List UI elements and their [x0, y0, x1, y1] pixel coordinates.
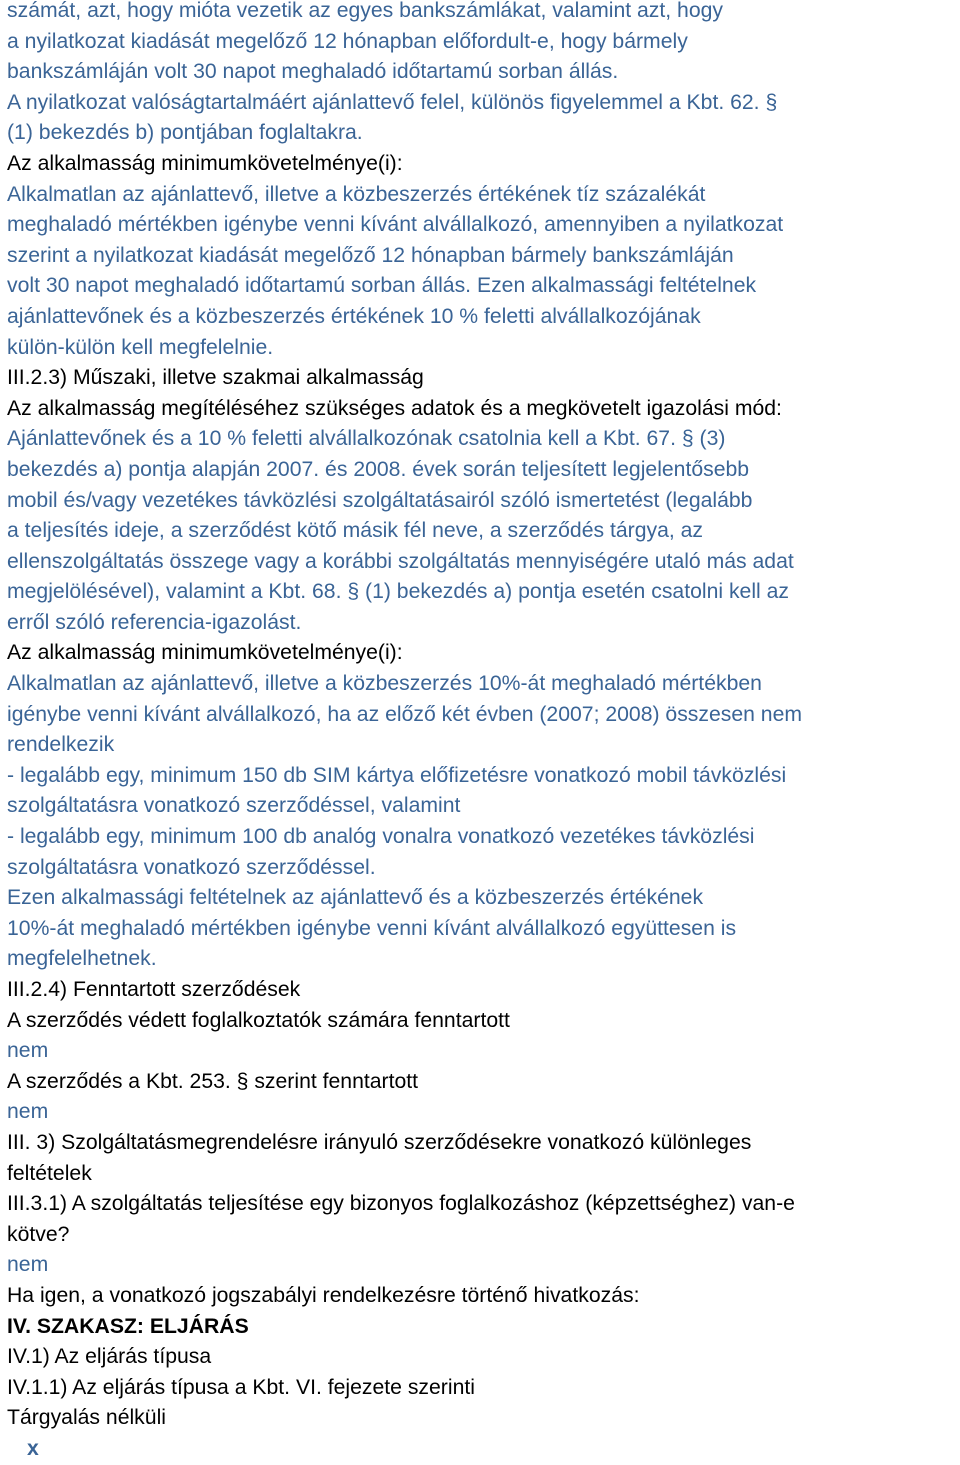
text-line: a teljesítés ideje, a szerződést kötő másik fél neve, a szerződés tárgya, az: [7, 519, 704, 543]
text-line: - legalább egy, minimum 150 db SIM kártya előfizetésre vonatkozó mobil távközlési: [7, 763, 787, 787]
section-heading: III.2.3) Műszaki, illetve szakmai alkalmasság: [7, 366, 424, 390]
field-label: A szerződés a Kbt. 253. § szerint fenntartott: [7, 1069, 419, 1093]
text-line: mobil és/vagy vezetékes távközlési szolgáltatásairól szóló ismertetést (legalább: [7, 488, 753, 512]
text-line: volt 30 napot meghaladó időtartamú sorban állás. Ezen alkalmassági feltételnek: [7, 274, 757, 298]
text-line: ajánlattevőnek és a közbeszerzés értékének 10 % feletti alvállalkozójának: [7, 304, 701, 328]
text-line: ellenszolgáltatás összege vagy a korábbi szolgáltatás mennyiségére utaló más adat: [7, 549, 794, 573]
text-line: a nyilatkozat kiadását megelőző 12 hónapban előfordult-e, hogy bármely: [7, 29, 688, 53]
text-line: szolgáltatásra vonatkozó szerződéssel, valamint: [7, 794, 461, 818]
text-line: szerint a nyilatkozat kiadását megelőző 12 hónapban bármely bankszámláján: [7, 243, 734, 267]
text-line: Ajánlattevőnek és a 10 % feletti alvállalkozónak csatolnia kell a Kbt. 67. § (3): [7, 427, 726, 451]
text-line: külön-külön kell megfelelnie.: [7, 335, 274, 359]
text-line: Ezen alkalmassági feltételnek az ajánlattevő és a közbeszerzés értékének: [7, 886, 704, 910]
field-value: nem: [7, 1039, 49, 1063]
text-line: erről szóló referencia-igazolást.: [7, 610, 302, 634]
field-value: nem: [7, 1253, 49, 1277]
text-line: Alkalmatlan az ajánlattevő, illetve a közbeszerzés 10%-át meghaladó mértékben: [7, 672, 762, 696]
field-label: Ha igen, a vonatkozó jogszabályi rendelkezésre történő hivatkozás:: [7, 1283, 640, 1307]
section-heading: feltételek: [7, 1161, 92, 1185]
field-value: nem: [7, 1100, 49, 1124]
text-line: igénybe venni kívánt alvállalkozó, ha az előző két évben (2007; 2008) összesen nem: [7, 702, 803, 726]
text-line: szolgáltatásra vonatkozó szerződéssel.: [7, 855, 376, 879]
text-line: Alkalmatlan az ajánlattevő, illetve a közbeszerzés értékének tíz százalékát: [7, 182, 706, 206]
field-label: A szerződés védett foglalkoztatók számára fenntartott: [7, 1008, 510, 1032]
text-line: - legalább egy, minimum 100 db analóg vonalra vonatkozó vezetékes távközlési: [7, 825, 755, 849]
text-line: megfelelhetnek.: [7, 947, 157, 971]
section-heading: IV.1.1) Az eljárás típusa a Kbt. VI. fejezete szerinti: [7, 1375, 475, 1399]
text-line: 10%-át meghaladó mértékben igénybe venni kívánt alvállalkozó együttesen is: [7, 916, 737, 940]
text-line: meghaladó mértékben igénybe venni kívánt alvállalkozó, amennyiben a nyilatkozat: [7, 213, 784, 237]
section-heading: Az alkalmasság minimumkövetelménye(i):: [7, 641, 403, 665]
text-line: (1) bekezdés b) pontjában foglaltakra.: [7, 121, 363, 145]
section-heading: Az alkalmasság megítéléséhez szükséges adatok és a megkövetelt igazolási mód:: [7, 396, 782, 420]
text-line: bekezdés a) pontja alapján 2007. és 2008. évek során teljesített legjelentősebb: [7, 457, 750, 481]
text-line: rendelkezik: [7, 733, 115, 757]
section-heading: III.2.4) Fenntartott szerződések: [7, 978, 301, 1001]
section-heading: Az alkalmasság minimumkövetelménye(i):: [7, 151, 403, 175]
checkbox-mark: x: [27, 1436, 39, 1460]
document-page: [7, 0, 957, 1465]
text-line: számát, azt, hogy mióta vezetik az egyes bankszámlákat, valamint azt, hogy: [7, 0, 723, 22]
field-label: kötve?: [7, 1222, 70, 1246]
field-label: III.3.1) A szolgáltatás teljesítése egy bizonyos foglalkozáshoz (képzettséghez) van-e: [7, 1192, 795, 1216]
part-title: IV. SZAKASZ: ELJÁRÁS: [7, 1314, 249, 1338]
field-label: Tárgyalás nélküli: [7, 1406, 166, 1430]
section-heading: IV.1) Az eljárás típusa: [7, 1345, 212, 1369]
text-line: bankszámláján volt 30 napot meghaladó időtartamú sorban állás.: [7, 60, 619, 84]
text-line: A nyilatkozat valóságtartalmáért ajánlattevő felel, különös figyelemmel a Kbt. 62. §: [7, 90, 778, 114]
section-heading: III. 3) Szolgáltatásmegrendelésre irányuló szerződésekre vonatkozó különleges: [7, 1130, 752, 1154]
text-line: megjelölésével), valamint a Kbt. 68. § (1) bekezdés a) pontja esetén csatolni kell az: [7, 580, 790, 604]
